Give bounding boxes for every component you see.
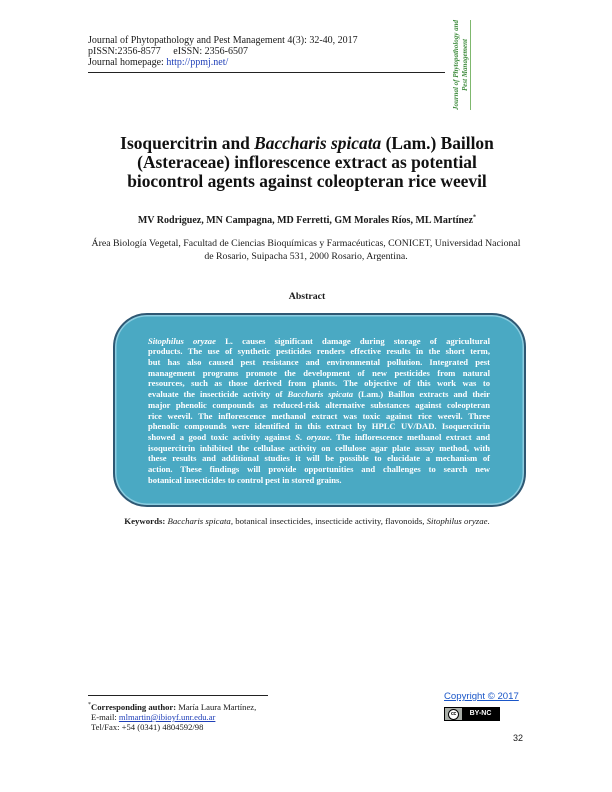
header-rule bbox=[88, 72, 445, 73]
cc-icon-area bbox=[445, 708, 462, 720]
homepage-link[interactable]: http://ppmj.net/ bbox=[166, 56, 229, 68]
homepage-line bbox=[88, 57, 358, 68]
abstract-line bbox=[148, 389, 490, 400]
email-line bbox=[88, 712, 256, 722]
email-label: E-mail: bbox=[91, 712, 119, 722]
author-list bbox=[88, 214, 526, 227]
species-name: Sitophilus oryzae bbox=[148, 335, 216, 346]
abstract-line-text: (Lam.) Baillon extracts and their bbox=[353, 389, 490, 400]
cc-license-badge[interactable] bbox=[444, 707, 500, 721]
abstract-line: these results and additional studies it will be possible to elucidate a mechanism of bbox=[148, 453, 490, 464]
corresponding-name: María Laura Martínez, bbox=[176, 702, 257, 712]
affiliation bbox=[60, 237, 552, 263]
abstract-line: major phenolic compounds as reduced-risk alternative substances against coleopteran bbox=[148, 399, 490, 410]
homepage-label: Journal homepage: bbox=[88, 56, 167, 68]
keyword-species: Baccharis spicata bbox=[167, 516, 231, 526]
journal-header bbox=[88, 35, 358, 68]
logo-text: Journal of Phytopathology and Pest Management bbox=[452, 19, 469, 111]
abstract-line: rice weevil. The inflorescence methanol extract was toxic against rice weevil. Three bbox=[148, 410, 490, 421]
issn-line: pISSN:2356-8577 eISSN: 2356-6507 bbox=[88, 45, 249, 57]
affiliation-line: Área Biología Vegetal, Facultad de Ciencias Bioquímicas y Farmacéuticas, CONICET, Universidad Nacional bbox=[91, 237, 521, 249]
license-label: BY-NC bbox=[469, 710, 492, 717]
keyword-species: Sitophilus oryzae bbox=[426, 516, 488, 526]
footnote-mark: * bbox=[88, 702, 91, 709]
abstract-line: resources, such as those derived from plants. The objective of this work was to bbox=[148, 378, 490, 389]
abstract-line: phenolic compounds were identified in this extract by HPLC UV/DAD. Isoquercitrin bbox=[148, 421, 490, 432]
keywords-label: Keywords: bbox=[124, 516, 166, 526]
keywords-end: . bbox=[487, 516, 490, 526]
corresponding-author-line bbox=[88, 702, 256, 712]
abstract-line bbox=[148, 336, 490, 347]
abstract-line-text: L. causes significant damage during storage of agricultural bbox=[215, 335, 490, 346]
email-link[interactable]: mlmartin@ibioyf.unr.edu.ar bbox=[118, 712, 216, 722]
title-text: Isoquercitrin and bbox=[120, 132, 255, 153]
title-species-name: Baccharis spicata bbox=[254, 132, 382, 153]
title-line: (Asteraceae) inflorescence extract as potential bbox=[137, 151, 477, 172]
author-names: MV Rodriguez, MN Campagna, MD Ferretti, GM Morales Ríos, ML Martínez bbox=[137, 214, 473, 226]
abstract-text bbox=[148, 336, 490, 486]
abstract-line bbox=[148, 432, 490, 443]
abstract-line: botanical insecticides to control pest in stored grains. bbox=[148, 474, 342, 485]
abstract-box bbox=[113, 313, 526, 507]
keywords bbox=[88, 515, 526, 527]
abstract-line: products. The use of synthetic pesticides renders effective results in the short term, bbox=[148, 346, 490, 357]
keywords-text: , botanical insecticides, insecticide activity, flavonoids, bbox=[230, 516, 427, 526]
abstract-line-text: evaluate the insecticide activity of bbox=[148, 389, 288, 400]
journal-citation: Journal of Phytopathology and Pest Management 4(3): 32-40, 2017 bbox=[88, 34, 358, 46]
journal-logo bbox=[452, 19, 470, 111]
abstract-line: but has also caused pest resistance and environmental pollution. Integrated pest bbox=[148, 357, 490, 367]
abstract-line: action. These findings will provide opportunities and challenges to search new bbox=[148, 464, 490, 475]
copyright-link[interactable]: Copyright © 2017 bbox=[444, 691, 519, 702]
species-name: Baccharis spicata bbox=[287, 389, 354, 400]
page-number: 32 bbox=[513, 733, 524, 743]
footnote-rule bbox=[88, 695, 268, 696]
title-line: biocontrol agents against coleopteran rice weevil bbox=[127, 170, 487, 191]
title-text: (Lam.) Baillon bbox=[381, 132, 494, 153]
abstract-heading: Abstract bbox=[288, 290, 326, 302]
abstract-line-text: showed a good toxic activity against bbox=[148, 431, 296, 442]
title-line bbox=[88, 134, 526, 153]
cc-icon: cc bbox=[448, 709, 459, 720]
abstract-line: management programs promote the development of new pesticides from natural bbox=[148, 367, 490, 378]
affiliation-line: de Rosario, Suipacha 531, 2000 Rosario, Argentina. bbox=[204, 250, 408, 262]
abstract-line: isoquercitrin inhibited the cellulase activity on cellulose agar plate assay method, with bbox=[148, 442, 490, 453]
abstract-line-text: . The inflorescence methanol extract and bbox=[329, 431, 490, 442]
telfax-line: Tel/Fax: +54 (0341) 4804592/98 bbox=[91, 722, 204, 732]
corresponding-label: Corresponding author: bbox=[91, 702, 177, 712]
corresponding-footnote bbox=[88, 702, 256, 732]
species-name: S. oryzae bbox=[295, 431, 330, 442]
paper-title bbox=[88, 134, 526, 191]
corresponding-mark: * bbox=[472, 213, 477, 221]
logo-accent-line bbox=[470, 20, 471, 110]
